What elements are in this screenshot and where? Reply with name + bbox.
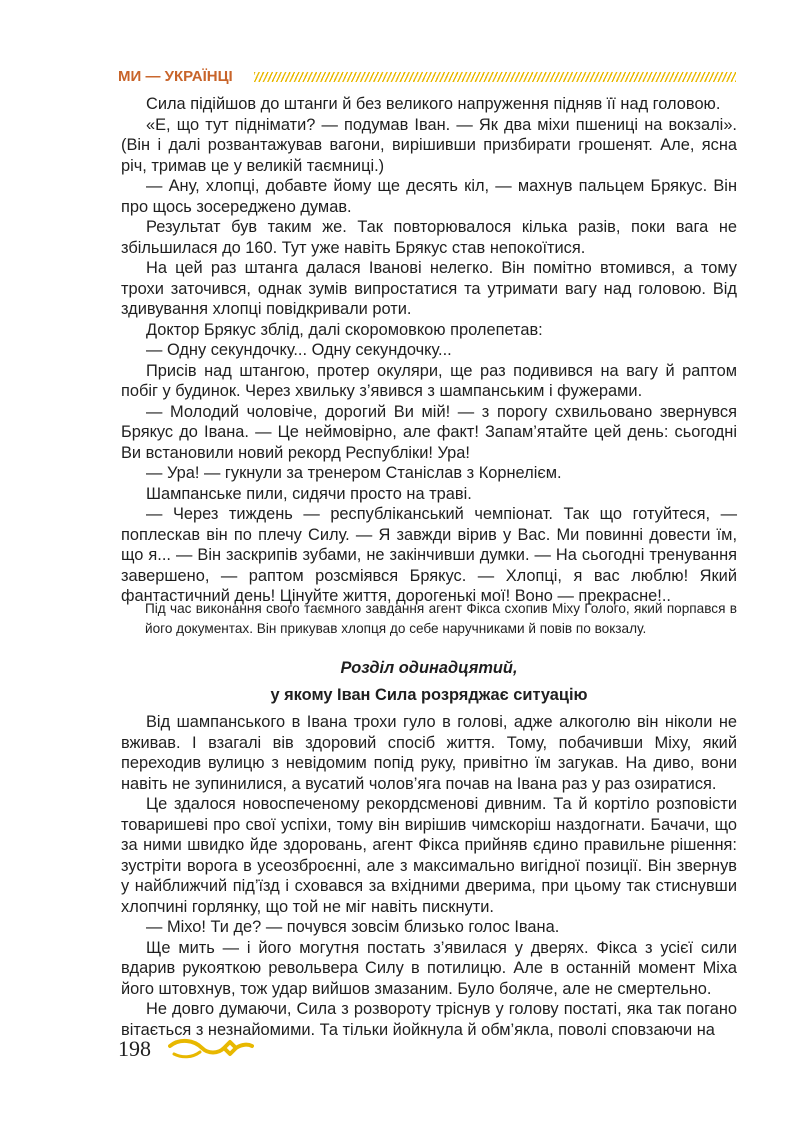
paragraph: — Одну секундочку... Одну секундочку... xyxy=(146,341,452,359)
decorative-swirl-icon xyxy=(168,1036,254,1062)
paragraph: — Міхо! Ти де? — почувся зовсім близько голос Івана. xyxy=(146,918,560,936)
chapter-summary-note xyxy=(145,599,737,639)
paragraph: — Ану, хлопці, добавте йому ще десять кіл, — махнув пальцем Брякус. Він про щось зосереджено думав. xyxy=(121,177,737,216)
paragraph: Присів над штангою, протер окуляри, ще раз подивився на вагу й раптом побіг у будинок. Через хвильку з’явився з шампанським і фужерами. xyxy=(121,361,737,400)
page-number: 198 xyxy=(118,1036,151,1061)
paragraph: Це здалося новоспеченому рекордсменові дивним. Та й кортіло розповісти товаришеві про свої успіхи, тому він вирішив чимскоріш наздогнати. Бачачи, що за ними швидко йде здоровань, агент Фікса прийняв єдино правильне рішення: зустріти ворога в усеозброєнні, але з максимально вигідної позиції. Він звернув у найближчий під’їзд і сховався за вхідними дверима, при цьому так стиснувши хлопчині горлянку, що той не міг навіть пискнути. xyxy=(121,795,737,916)
paragraph: Доктор Брякус зблід, далі скоромовкою пролепетав: xyxy=(146,320,543,339)
chapter-subtitle: у якому Іван Сила розряджає ситуацію xyxy=(270,686,588,704)
paragraph: Не довго думаючи, Сила з розвороту тріснув у голову постаті, яка так погано вітається з незнайомими. Та тільки йойкнула й обм’якла, поволі сповзаючи на xyxy=(121,1000,737,1039)
running-header xyxy=(118,66,736,88)
paragraph: Сила підійшов до штанги й без великого напруження підняв її над головою. xyxy=(146,95,721,113)
paragraph: Ще мить — і його могутня постать з’явилася у дверях. Фікса з усієї сили вдарив рукояткою револьвера Силу в потилицю. Але в останній момент Міха його штовхнув, тож удар вийшов змазаним. Було боляче, але не смертельно. xyxy=(121,938,737,998)
body-text-part1 xyxy=(121,94,737,607)
paragraph: — Ура! — гукнули за тренером Станіслав з Корнелієм. xyxy=(146,464,562,482)
paragraph: На цей раз штанга далася Іванові нелегко. Він помітно втомився, а тому трохи заточився, однак зумів випростатися та утримати вагу над головою. Від здивування хлопці повідкривали роти. xyxy=(121,259,737,318)
header-hatch-pattern xyxy=(254,72,736,82)
paragraph: Від шампанського в Івана трохи гуло в голові, адже алкоголю він ніколи не вживав. І взагалі вів здоровий спосіб життя. Тому, побачивши Міху, який переходив вулицю з невідомим попід руку, привітно їм загукав. На диво, вони навіть не зупинилися, а вусатий чолов’яга почав на Івана раз у раз озиратися. xyxy=(121,713,737,793)
summary-text: Під час виконання свого таємного завдання агент Фікса схопив Міху Голого, який порпався в його документах. Він прикував хлопця до себе наручниками й повів по вокзалу. xyxy=(145,601,737,636)
running-header-title: МИ — УКРАЇНЦІ xyxy=(118,68,233,85)
chapter-title: Розділ одинадцятий, xyxy=(340,659,518,677)
paragraph: — Молодий чоловіче, дорогий Ви мій! — з порогу схвильовано звернувся Брякус до Івана. — Це неймовірно, але факт! Запам’ятайте цей день: сьогодні Ви встановили новий рекорд Республіки! Ура! xyxy=(121,402,737,462)
paragraph: Результат був таким же. Так повторювалося кілька разів, поки вага не збільшилася до 160. Тут уже навіть Брякус став непокоїтися. xyxy=(121,218,737,257)
paragraph: Шампанське пили, сидячи просто на траві. xyxy=(146,484,472,503)
paragraph: — Через тиждень — республіканський чемпіонат. Так що готуйтеся, — поплескав він по плечу Силу. — Я завжди вірив у Вас. Ми повинні довести їм, що я... — Він заскрипів зубами, не закінчивши думки. — На сьогодні тренування завершено, — раптом розсміявся Брякус. — Хлопці, я вас люблю! Який фантастичний день! Цінуйте життя, дорогенькі мої! Воно — прекрасне!.. xyxy=(121,505,737,605)
body-text-part2 xyxy=(121,712,737,1040)
paragraph: «Е, що тут піднімати? — подумав Іван. — Як два міхи пшениці на вокзалі». (Він і далі розвантажував вагони, вирішивши призбирати грошенят. Але, ясна річ, тримав це у великій таємниці.) xyxy=(121,115,737,175)
